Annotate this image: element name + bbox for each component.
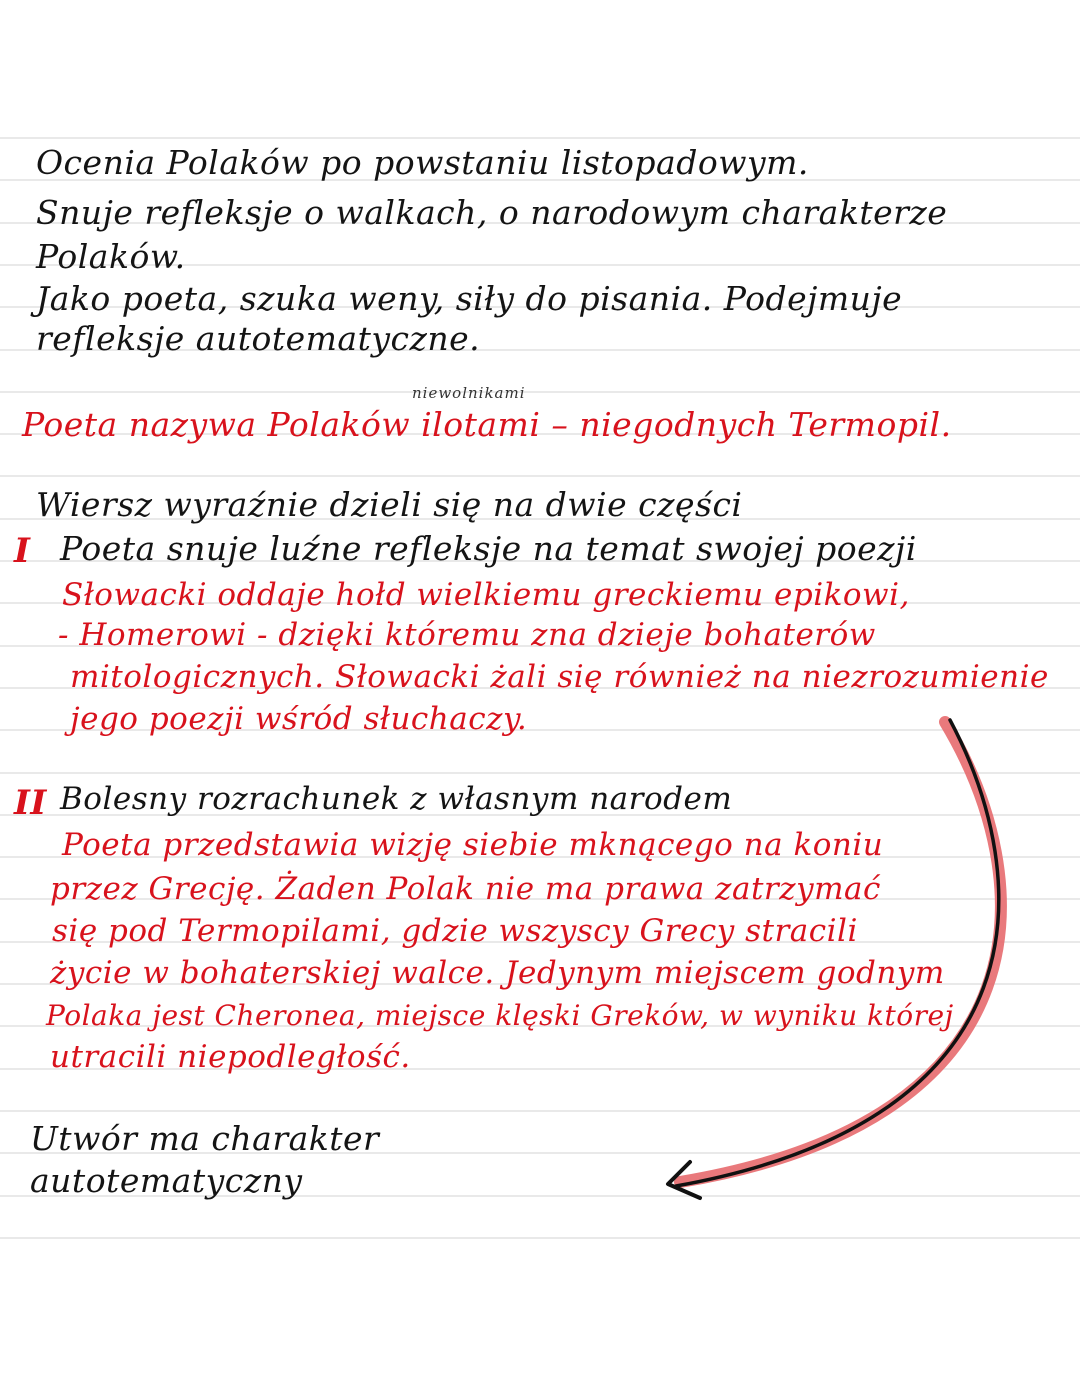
- intro-line-1: Ocenia Polaków po powstaniu listopadowym.: [36, 143, 809, 182]
- intro-line-5: refleksje autotematyczne.: [36, 319, 481, 358]
- conclusion-line-2: autotematyczny: [30, 1161, 303, 1200]
- part-two-numeral: II: [14, 783, 47, 823]
- part-two-line-2: przez Grecję. Żaden Polak nie ma prawa zatrzymać: [50, 871, 881, 907]
- part-one-line-3: mitologicznych. Słowacki żali się również na niezrozumienie: [70, 659, 1049, 695]
- part-two-line-6: utracili niepodległość.: [50, 1039, 411, 1075]
- ilotami-line: Poeta nazywa Polaków ilotami – niegodnych Termopil.: [22, 405, 952, 444]
- part-one-numeral: I: [14, 531, 31, 571]
- intro-line-2: Snuje refleksje o walkach, o narodowym charakterze: [36, 193, 948, 232]
- part-two-line-5: Polaka jest Cheronea, miejsce klęski Greków, w wyniku której: [46, 999, 954, 1032]
- intro-line-3: Polaków.: [36, 237, 186, 276]
- intro-line-4: Jako poeta, szuka weny, siły do pisania. Podejmuje: [36, 279, 903, 318]
- part-one-title: Poeta snuje luźne refleksje na temat swojej poezji: [60, 529, 917, 568]
- part-two-line-3: się pod Termopilami, gdzie wszyscy Grecy stracili: [52, 913, 858, 949]
- margin-annotation: niewolnikami: [412, 384, 526, 402]
- part-two-line-1: Poeta przedstawia wizję siebie mknącego na koniu: [62, 827, 884, 863]
- conclusion-line-1: Utwór ma charakter: [30, 1119, 380, 1158]
- part-two-title: Bolesny rozrachunek z własnym narodem: [60, 781, 733, 817]
- part-two-line-4: życie w bohaterskiej walce. Jedynym miejscem godnym: [50, 955, 945, 991]
- part-one-line-4: jego poezji wśród słuchaczy.: [70, 701, 528, 737]
- structure-heading: Wiersz wyraźnie dzieli się na dwie części: [36, 485, 743, 524]
- part-one-line-1: Słowacki oddaje hołd wielkiemu greckiemu epikowi,: [62, 577, 910, 613]
- part-one-line-2: - Homerowi - dzięki któremu zna dzieje bohaterów: [58, 617, 876, 653]
